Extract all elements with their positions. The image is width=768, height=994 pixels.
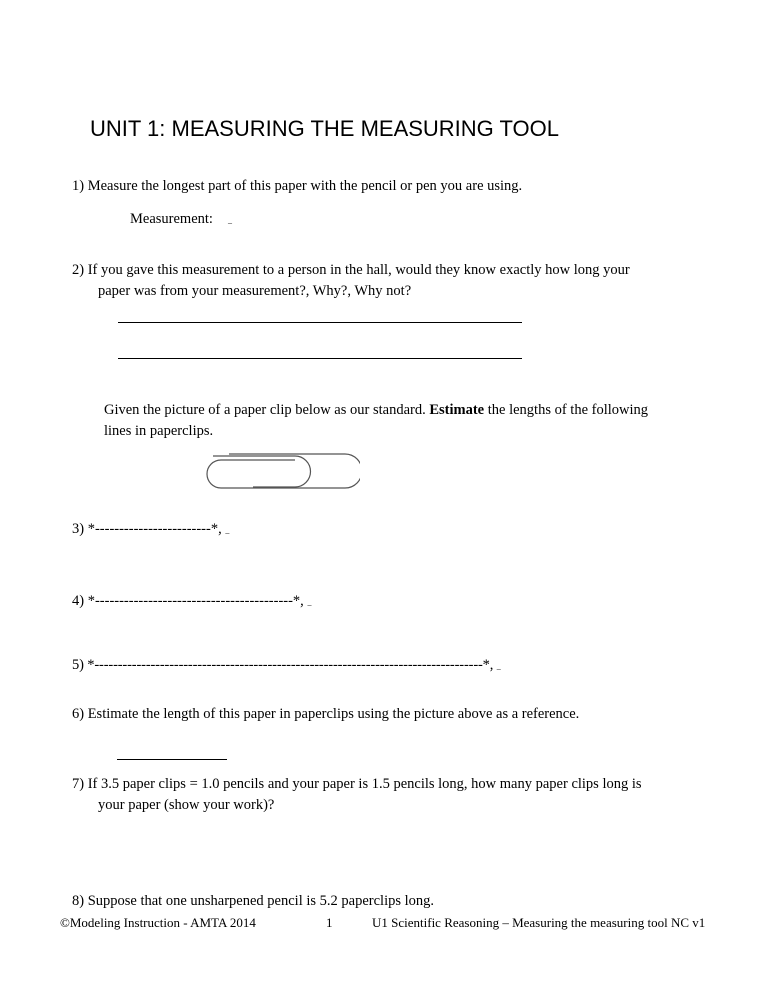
measurement-label: Measurement: bbox=[130, 211, 213, 227]
intro-bold: Estimate bbox=[429, 402, 485, 418]
answer-line-6[interactable] bbox=[117, 759, 227, 760]
question-2-line1: 2) If you gave this measurement to a person in the hall, would they know exactly how long your bbox=[72, 262, 630, 278]
measurement-blank[interactable]: _ bbox=[228, 216, 232, 225]
answer-blank-4[interactable]: _ bbox=[307, 598, 312, 607]
line-3: 3) *------------------------*, bbox=[72, 521, 222, 537]
question-7-line2: your paper (show your work)? bbox=[98, 797, 275, 813]
answer-line-2[interactable] bbox=[118, 358, 522, 359]
intro-text-end: the lengths of the following bbox=[484, 402, 649, 418]
answer-blank-5[interactable]: _ bbox=[496, 662, 501, 671]
question-6: 6) Estimate the length of this paper in paperclips using the picture above as a reference. bbox=[72, 706, 580, 722]
question-3 bbox=[72, 521, 229, 538]
question-8: 8) Suppose that one unsharpened pencil is 5.2 paperclips long. bbox=[72, 893, 435, 909]
question-2-line2: paper was from your measurement?, Why?, Why not? bbox=[98, 283, 412, 299]
page-title: UNIT 1: MEASURING THE MEASURING TOOL bbox=[90, 116, 560, 141]
line-5: 5) *-----------------------------------------------------------------------------------*, bbox=[72, 657, 494, 673]
intro-line2: lines in paperclips. bbox=[104, 423, 214, 439]
line-4: 4) *-----------------------------------------*, bbox=[72, 593, 304, 609]
footer-copyright: ©Modeling Instruction - AMTA 2014 bbox=[60, 915, 256, 930]
footer-doc-title: U1 Scientific Reasoning – Measuring the measuring tool NC v1 bbox=[372, 915, 706, 930]
intro-line1 bbox=[104, 402, 648, 419]
question-4 bbox=[72, 593, 311, 610]
intro-text: Given the picture of a paper clip below as our standard. bbox=[104, 402, 430, 418]
question-7-line1: 7) If 3.5 paper clips = 1.0 pencils and your paper is 1.5 pencils long, how many paper clips long is bbox=[72, 776, 642, 792]
paperclip-icon bbox=[195, 448, 360, 498]
answer-blank-3[interactable]: _ bbox=[225, 526, 230, 535]
question-1: 1) Measure the longest part of this paper with the pencil or pen you are using. bbox=[72, 178, 523, 194]
footer-page-number: 1 bbox=[326, 915, 333, 930]
answer-line-1[interactable] bbox=[118, 322, 522, 323]
question-5 bbox=[72, 657, 501, 674]
